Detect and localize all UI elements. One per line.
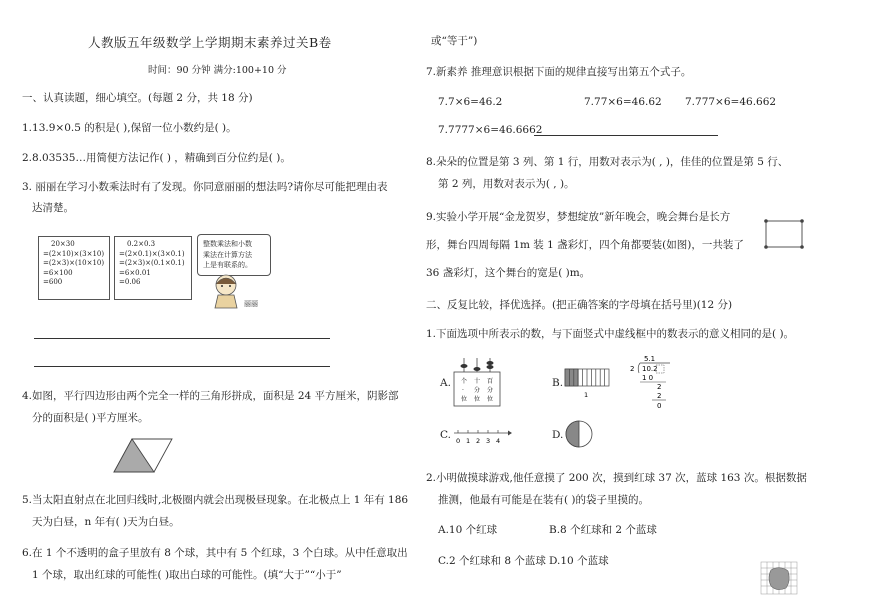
question-7-expr-2: 7.77×6=46.62 (584, 96, 662, 108)
mc-2-option-d: D.10 个蓝球 (549, 555, 609, 567)
speech-bubble (197, 234, 271, 276)
calc-line: =6×0.01 (119, 268, 151, 277)
question-3-line-2: 达清楚。 (32, 202, 74, 214)
answer-line (34, 338, 330, 339)
question-6-line-2: 1 个球，取出红球的可能性( )取出白球的可能性。(填“大于”“小于” (32, 569, 342, 581)
mc-2-option-c: C.2 个红球和 8 个蓝球 (438, 555, 546, 567)
question-5-line-1: 5.当太阳直射点在北回归线时,北极圈内就会出现极昼现象。在北极点上 1 年有 186 (22, 494, 409, 506)
tick-label: 3 (486, 437, 491, 445)
bubble-line: 乘法在计算方法 (203, 250, 252, 259)
question-7-expr-4: 7.7777×6=46.6662 (438, 124, 543, 136)
stage-rectangle-figure (762, 217, 808, 253)
question-5-line-2: 天为白昼，n 年有( )天为白昼。 (32, 516, 180, 528)
question-2: 2.8.03535…用简便方法记作( ) ，精确到百分位约是( )。 (22, 152, 291, 164)
calc-line: =(2×3)×(0.1×0.1) (119, 259, 185, 267)
question-6-line-1: 6.在 1 个不透明的盒子里放有 8 个球，其中有 5 个红球，3 个白球。从中任意取出 (22, 547, 408, 559)
question-4-line-1: 4.如图，平行四边形由两个完全一样的三角形拼成，面积是 24 平方厘米，阴影部 (22, 390, 399, 402)
abacus-label: 位 (487, 396, 494, 403)
mc-2-option-b: B.8 个红球和 2 个蓝球 (549, 524, 657, 536)
grid-stamp-figure (760, 561, 800, 597)
tick-label: 0 (456, 437, 461, 445)
tick-label: 4 (496, 437, 501, 445)
calc-line: 0.2×0.3 (127, 240, 156, 248)
division-step: 2 (657, 383, 662, 391)
question-9-line-1: 9.实验小学开展“金龙贺岁，梦想绽放”新年晚会，晚会舞台是长方 (426, 211, 731, 223)
question-7: 7.新素养 推理意识根据下面的规律直接写出第五个式子。 (426, 66, 692, 78)
option-b-label: B. (552, 377, 564, 389)
abacus-label: 位 (461, 396, 468, 403)
division-step: 0 (657, 402, 662, 410)
girl-name: 丽丽 (244, 300, 258, 308)
option-a-label: A. (440, 377, 451, 389)
abacus-label: 位 (474, 396, 481, 403)
section-1-heading: 一、认真读题，细心填空。(每题 2 分，共 18 分) (22, 92, 253, 104)
calc-line: =0.06 (119, 278, 141, 286)
girl-illustration (206, 272, 246, 310)
calc-box-integers (38, 236, 110, 300)
calc-line: =(2×0.1)×(3×0.1) (119, 249, 185, 258)
question-7-expr-1: 7.7×6=46.2 (438, 96, 503, 108)
calc-line: 20×30 (51, 240, 75, 248)
tick-label: 1 (466, 437, 471, 445)
division-dividend: 10.2 (642, 365, 658, 373)
abacus-figure (452, 356, 502, 408)
option-c-label: C. (440, 429, 451, 441)
question-6-line-3: 或“等于”) (431, 35, 478, 47)
calc-line: =(2×3)×(10×10) (43, 259, 105, 267)
question-1: 1.13.9×0.5 的积是( ),保留一位小数约是( )。 (22, 122, 237, 134)
abacus-label: · (462, 387, 464, 394)
abacus-label: 十 (474, 378, 481, 385)
question-8-line-1: 8.朵朵的位置是第 3 列、第 1 行，用数对表示为( , )，佳佳的位置是第 5 行、 (426, 156, 789, 168)
mc-2-option-a: A.10 个红球 (438, 524, 498, 536)
abacus-label: 个 (461, 378, 468, 385)
question-3-line-1: 3. 丽丽在学习小数乘法时有了发现。你同意丽丽的想法吗?请你尽可能把理由表 (22, 181, 388, 193)
question-8-line-2: 第 2 列，用数对表示为( , )。 (438, 178, 575, 190)
question-4-line-2: 分的面积是( )平方厘米。 (32, 412, 149, 424)
mc-question-2-line-1: 2.小明做摸球游戏,他任意摸了 200 次，摸到红球 37 次，蓝球 163 次。根据数据 (426, 472, 807, 484)
calc-line: =(2×10)×(3×10) (43, 249, 105, 258)
division-step: 1 0 (642, 374, 654, 382)
abacus-label: 分 (487, 387, 494, 394)
question-7-expr-3: 7.777×6=46.662 (685, 96, 777, 108)
mc-question-1: 1.下面选项中所表示的数，与下面竖式中虚线框中的数表示的意义相同的是( )。 (426, 328, 795, 340)
grid-label: 1 (584, 391, 589, 399)
division-quotient: 5.1 (644, 355, 656, 363)
number-line-figure (452, 424, 512, 446)
mc-question-2-line-2: 推测，他最有可能是在装有( )的袋子里摸的。 (438, 494, 650, 506)
section-2-heading: 二、反复比较，择优选择。(把正确答案的字母填在括号里)(12 分) (426, 299, 733, 311)
page-title: 人教版五年级数学上学期期末素养过关B卷 (88, 35, 332, 50)
grid-figure (564, 368, 614, 400)
answer-line (34, 366, 330, 367)
question-9-line-2: 形，舞台四周每隔 1m 装 1 盏彩灯，四个角都要装(如图)，一共装了 (426, 239, 744, 251)
bubble-line: 上是有联系的。 (203, 261, 252, 269)
division-step: 2 (657, 392, 662, 400)
calc-box-decimals (114, 236, 192, 300)
tick-label: 2 (476, 437, 481, 445)
bubble-line: 整数乘法和小数 (203, 240, 252, 248)
question-9-line-3: 36 盏彩灯，这个舞台的宽是( )m。 (426, 267, 591, 279)
long-division-figure (626, 352, 674, 414)
calc-line: =6×100 (43, 268, 73, 277)
exam-info: 时间：90 分钟 满分:100+10 分 (148, 65, 287, 76)
circle-figure (564, 419, 596, 451)
division-divisor: 2 (630, 365, 635, 373)
answer-line (534, 135, 718, 136)
calc-line: =600 (43, 278, 63, 286)
option-d-label: D. (552, 429, 564, 441)
abacus-label: 百 (487, 378, 494, 385)
parallelogram-figure (112, 437, 174, 475)
abacus-label: 分 (474, 387, 481, 394)
